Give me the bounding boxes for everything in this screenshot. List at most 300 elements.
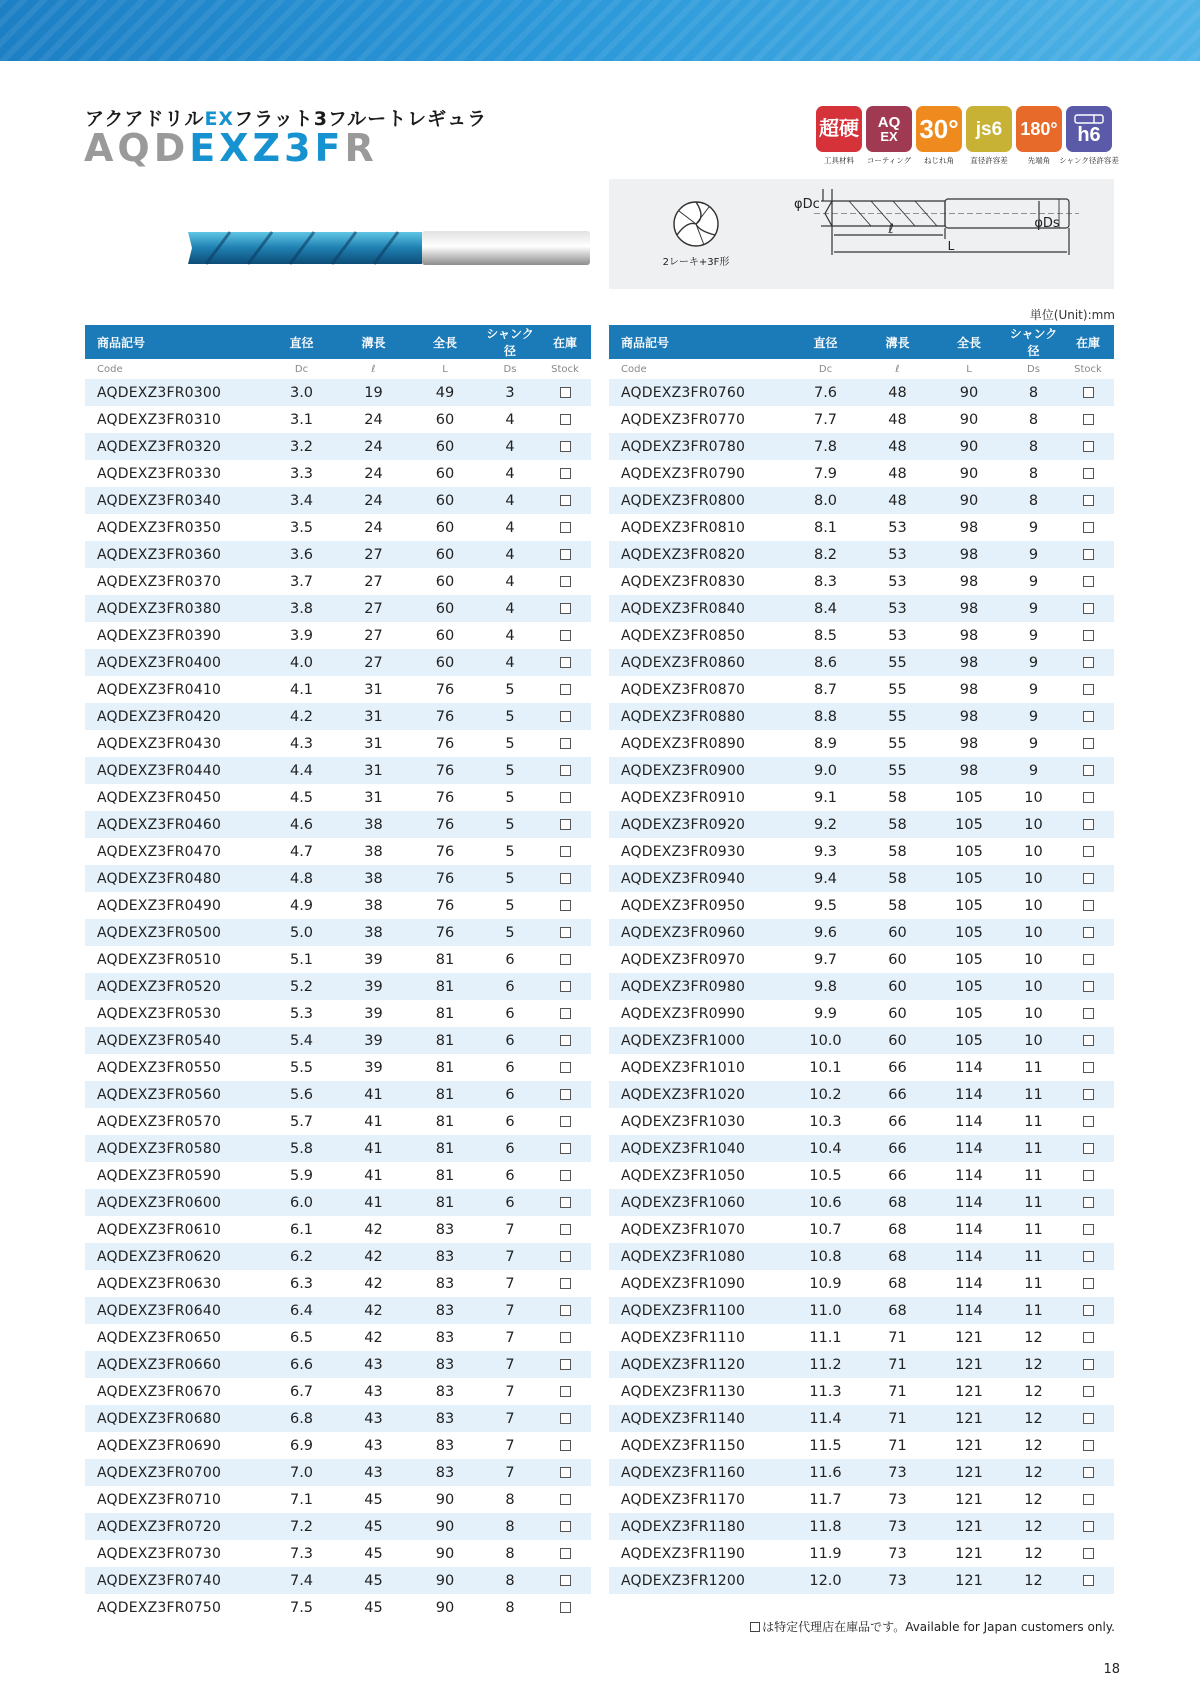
cell-stock: [539, 1324, 591, 1351]
cell-shank-dia: 4: [481, 595, 539, 622]
cell-stock: [539, 1243, 591, 1270]
table-row: [609, 1432, 1114, 1459]
cell-overall-length: 83: [435, 1383, 455, 1400]
table-row: [85, 649, 591, 676]
cell-overall-length: 114: [933, 1243, 1005, 1270]
table-row: [85, 892, 591, 919]
cell-overall-length: 98: [959, 735, 979, 752]
stock-checkbox-icon: [1083, 684, 1094, 695]
cell-stock: [539, 1027, 591, 1054]
cell-shank-dia: 11: [1005, 1243, 1062, 1270]
cell-flute-length: 58: [888, 843, 907, 860]
cell-code: AQDEXZ3FR0800: [609, 487, 789, 514]
cell-shank-dia: 4: [505, 519, 515, 536]
cell-overall-length: 90: [435, 1491, 455, 1508]
cell-stock: [539, 1486, 591, 1513]
cell-code: AQDEXZ3FR0700: [85, 1459, 265, 1486]
cell-flute-length: 73: [888, 1545, 907, 1562]
stock-checkbox-icon: [1083, 1143, 1094, 1154]
table-row: [85, 1594, 591, 1621]
cell-stock: [1062, 784, 1114, 811]
cell-overall-length: 83: [409, 1405, 481, 1432]
stock-checkbox-icon: [560, 1359, 571, 1370]
cell-stock: [539, 1108, 591, 1135]
stock-checkbox-icon: [560, 1197, 571, 1208]
cell-dc: 6.4: [265, 1297, 338, 1324]
badge-caption: 工具材料: [824, 156, 854, 165]
cell-dc: 8.6: [789, 649, 862, 676]
cell-flute-length: 24: [338, 487, 409, 514]
cell-code: AQDEXZ3FR1160: [609, 1459, 789, 1486]
badge-coating: [866, 106, 912, 166]
cell-dc: 11.7: [809, 1491, 842, 1508]
cell-dc: 3.9: [289, 627, 314, 644]
cell-flute-length: 27: [338, 649, 409, 676]
cell-overall-length: 121: [955, 1383, 983, 1400]
table-row: [609, 1567, 1114, 1594]
col-header-code: 商品記号: [609, 325, 789, 359]
sub-header-shank: Ds: [1005, 359, 1062, 379]
cell-shank-dia: 6: [481, 1189, 539, 1216]
cell-shank-dia: 5: [481, 703, 539, 730]
cell-shank-dia: 9: [1028, 627, 1039, 644]
cell-overall-length: 76: [409, 757, 481, 784]
cell-stock: [1062, 1351, 1114, 1378]
stock-checkbox-icon: [1083, 468, 1094, 479]
stock-checkbox-icon: [560, 684, 571, 695]
table-row: [85, 1405, 591, 1432]
cell-code: AQDEXZ3FR0710: [97, 1491, 222, 1508]
table-row: [85, 1486, 591, 1513]
table-row: [609, 1216, 1114, 1243]
cell-dc: 5.7: [289, 1113, 314, 1130]
table-row: [85, 1135, 591, 1162]
cell-flute-length: 71: [888, 1383, 907, 1400]
cell-flute-length: 73: [862, 1459, 933, 1486]
cell-dc: 9.0: [789, 757, 862, 784]
cell-code: AQDEXZ3FR0490: [97, 897, 222, 914]
cell-overall-length: 60: [409, 541, 481, 568]
cell-shank-dia: 4: [505, 411, 515, 428]
cell-dc: 6.1: [289, 1221, 314, 1238]
cell-dc: 10.6: [789, 1189, 862, 1216]
cell-overall-length: 121: [955, 1491, 983, 1508]
stock-checkbox-icon: [1083, 1062, 1094, 1073]
cell-shank-dia: 9: [1005, 595, 1062, 622]
cell-code: AQDEXZ3FR0610: [97, 1221, 222, 1238]
stock-checkbox-icon: [1083, 549, 1094, 560]
cell-code: AQDEXZ3FR0990: [621, 1005, 746, 1022]
cell-stock: [1062, 730, 1114, 757]
cell-shank-dia: 5: [481, 811, 539, 838]
cell-flute-length: 31: [364, 789, 383, 806]
cell-flute-length: 42: [364, 1329, 383, 1346]
cell-code: AQDEXZ3FR0900: [609, 757, 789, 784]
cell-stock: [1062, 1297, 1114, 1324]
table-row: [85, 811, 591, 838]
cell-flute-length: 43: [338, 1351, 409, 1378]
cell-overall-length: 90: [435, 1599, 455, 1616]
cell-overall-length: 98: [959, 519, 979, 536]
cell-code: AQDEXZ3FR0590: [97, 1167, 222, 1184]
spec-table-left: [85, 325, 591, 1621]
cell-shank-dia: 7: [505, 1383, 515, 1400]
sub-header-dc: Dc: [789, 359, 862, 379]
cell-shank-dia: 9: [1005, 649, 1062, 676]
flute-cross-section-icon: [674, 202, 718, 246]
sub-header-total: L: [933, 359, 1005, 379]
cell-stock: [539, 1270, 591, 1297]
table-row: [85, 568, 591, 595]
cell-shank-dia: 6: [505, 1113, 515, 1130]
cell-stock: [1062, 1108, 1114, 1135]
cell-shank-dia: 5: [481, 919, 539, 946]
table-row: [85, 1216, 591, 1243]
cell-shank-dia: 12: [1005, 1513, 1062, 1540]
table-row: [85, 973, 591, 1000]
cell-shank-dia: 4: [481, 487, 539, 514]
table-row: [609, 1189, 1114, 1216]
col-header-stock: 在庫: [539, 325, 591, 359]
cell-code: AQDEXZ3FR0370: [97, 573, 222, 590]
cell-flute-length: 60: [862, 1027, 933, 1054]
sub-header-code: Code: [85, 359, 265, 379]
col-header-shank: シャンク径: [1005, 325, 1062, 359]
footnote-text: は特定代理店在庫品です。Available for Japan customers only.: [762, 1620, 1115, 1634]
stock-checkbox-icon: [560, 1386, 571, 1397]
cell-shank-dia: 9: [1005, 703, 1062, 730]
cell-code: AQDEXZ3FR0320: [85, 433, 265, 460]
cell-code: AQDEXZ3FR0440: [85, 757, 265, 784]
cell-shank-dia: 12: [1024, 1491, 1043, 1508]
cell-overall-length: 121: [933, 1513, 1005, 1540]
cell-dc: 4.6: [265, 811, 338, 838]
table-row: [609, 1351, 1114, 1378]
stock-checkbox-icon: [560, 576, 571, 587]
cell-overall-length: 49: [409, 379, 481, 406]
cell-stock: [539, 946, 591, 973]
cell-dc: 9.4: [789, 865, 862, 892]
cell-flute-length: 24: [364, 519, 383, 536]
cell-stock: [539, 1054, 591, 1081]
col-header-flute: 溝長: [338, 325, 409, 359]
cell-stock: [539, 1162, 591, 1189]
cell-shank-dia: 9: [1028, 681, 1039, 698]
table-row: [609, 1378, 1114, 1405]
cell-flute-length: 41: [364, 1113, 383, 1130]
cell-dc: 4.2: [265, 703, 338, 730]
stock-checkbox-icon: [560, 657, 571, 668]
cell-overall-length: 76: [409, 865, 481, 892]
cell-code: AQDEXZ3FR1000: [609, 1027, 789, 1054]
cell-shank-dia: 7: [481, 1459, 539, 1486]
cell-flute-length: 60: [888, 1005, 907, 1022]
cell-overall-length: 105: [955, 1005, 983, 1022]
cell-code: AQDEXZ3FR0340: [85, 487, 265, 514]
cell-flute-length: 27: [338, 595, 409, 622]
cell-shank-dia: 5: [505, 681, 515, 698]
cell-shank-dia: 4: [505, 573, 515, 590]
stock-checkbox-icon: [1083, 927, 1094, 938]
table-row: [85, 1378, 591, 1405]
cell-flute-length: 53: [888, 627, 907, 644]
cell-shank-dia: 6: [481, 1027, 539, 1054]
table-row: [609, 892, 1114, 919]
stock-checkbox-icon: [560, 441, 571, 452]
cell-shank-dia: 7: [481, 1405, 539, 1432]
cell-overall-length: 81: [409, 973, 481, 1000]
cell-overall-length: 90: [409, 1567, 481, 1594]
table-row: [609, 865, 1114, 892]
cell-code: AQDEXZ3FR0390: [97, 627, 222, 644]
table-header-row: [85, 325, 591, 359]
cell-dc: 3.1: [289, 411, 314, 428]
cell-stock: [539, 703, 591, 730]
cell-stock: [539, 568, 591, 595]
table-row: [609, 946, 1114, 973]
cell-code: AQDEXZ3FR0760: [609, 379, 789, 406]
cell-overall-length: 105: [955, 789, 983, 806]
col-header-total: 全長: [933, 325, 1005, 359]
cell-code: AQDEXZ3FR0310: [97, 411, 222, 428]
table-row: [609, 919, 1114, 946]
cell-stock: [1062, 1405, 1114, 1432]
cell-overall-length: 83: [435, 1275, 455, 1292]
cell-shank-dia: 9: [1028, 735, 1039, 752]
badge-carbide: [816, 106, 862, 166]
table-row: [609, 973, 1114, 1000]
cell-flute-length: 43: [364, 1383, 383, 1400]
ds-dim-label: φDs: [1034, 216, 1060, 231]
cell-shank-dia: 9: [1028, 573, 1039, 590]
stock-checkbox-icon: [560, 846, 571, 857]
table-row: [85, 730, 591, 757]
cell-stock: [539, 1378, 591, 1405]
cell-dc: 3.2: [265, 433, 338, 460]
table-row: [609, 1297, 1114, 1324]
cell-shank-dia: 10: [1024, 897, 1043, 914]
cell-flute-length: 60: [862, 919, 933, 946]
col-header-stock: 在庫: [1062, 325, 1114, 359]
cell-stock: [1062, 703, 1114, 730]
cell-shank-dia: 6: [505, 951, 515, 968]
cell-overall-length: 121: [955, 1437, 983, 1454]
cell-dc: 5.8: [265, 1135, 338, 1162]
table-row: [85, 1540, 591, 1567]
stock-checkbox-icon: [1083, 765, 1094, 776]
cell-overall-length: 60: [435, 465, 455, 482]
cell-code: AQDEXZ3FR0820: [609, 541, 789, 568]
cell-overall-length: 114: [955, 1275, 983, 1292]
cell-overall-length: 98: [959, 627, 979, 644]
cell-dc: 12.0: [789, 1567, 862, 1594]
stock-checkbox-icon: [1083, 657, 1094, 668]
cell-dc: 9.1: [813, 789, 838, 806]
stock-checkbox-icon: [560, 1062, 571, 1073]
dc-dim-label: φDc: [794, 197, 820, 212]
cell-stock: [1062, 919, 1114, 946]
cell-stock: [1062, 514, 1114, 541]
cell-flute-length: 53: [862, 541, 933, 568]
cell-flute-length: 55: [888, 681, 907, 698]
cell-stock: [539, 919, 591, 946]
cell-flute-length: 48: [862, 379, 933, 406]
cell-shank-dia: 11: [1024, 1275, 1043, 1292]
cell-code: AQDEXZ3FR0950: [621, 897, 746, 914]
stock-checkbox-icon: [560, 1224, 571, 1235]
cell-shank-dia: 4: [481, 649, 539, 676]
cell-stock: [1062, 622, 1114, 649]
cell-code: AQDEXZ3FR0870: [621, 681, 746, 698]
cell-shank-dia: 10: [1024, 1005, 1043, 1022]
cell-stock: [539, 1594, 591, 1621]
table-row: [85, 1351, 591, 1378]
cell-shank-dia: 12: [1005, 1459, 1062, 1486]
cell-shank-dia: 10: [1024, 951, 1043, 968]
stock-checkbox-icon: [1083, 522, 1094, 533]
cell-flute-length: 45: [364, 1599, 383, 1616]
cell-overall-length: 98: [933, 649, 1005, 676]
table-row: [609, 811, 1114, 838]
cell-stock: [1062, 757, 1114, 784]
cell-shank-dia: 5: [481, 865, 539, 892]
stock-checkbox-icon: [1083, 1278, 1094, 1289]
cell-code: AQDEXZ3FR1070: [621, 1221, 746, 1238]
table-row: [85, 1000, 591, 1027]
cell-code: AQDEXZ3FR1090: [621, 1275, 746, 1292]
cell-stock: [539, 811, 591, 838]
stock-checkbox-icon: [560, 765, 571, 776]
cell-overall-length: 60: [435, 519, 455, 536]
cell-flute-length: 41: [338, 1135, 409, 1162]
cell-dc: 11.6: [789, 1459, 862, 1486]
cell-flute-length: 68: [888, 1221, 907, 1238]
cell-dc: 3.6: [265, 541, 338, 568]
badge-coating-icon: AQ EX: [866, 106, 912, 152]
cell-dc: 6.5: [289, 1329, 314, 1346]
sub-header-code: Code: [609, 359, 789, 379]
cell-stock: [1062, 811, 1114, 838]
stock-checkbox-icon: [1083, 1305, 1094, 1316]
cell-stock: [1062, 406, 1114, 433]
cell-overall-length: 76: [435, 843, 455, 860]
cell-dc: 8.9: [813, 735, 838, 752]
col-header-flute: 溝長: [862, 325, 933, 359]
stock-checkbox-icon: [1083, 387, 1094, 398]
table-row: [609, 1135, 1114, 1162]
footnote: [750, 1618, 1115, 1635]
cell-dc: 10.0: [789, 1027, 862, 1054]
cell-flute-length: 68: [862, 1297, 933, 1324]
cell-overall-length: 83: [409, 1297, 481, 1324]
table-row: [609, 460, 1114, 487]
stock-checkbox-icon: [1083, 981, 1094, 992]
cell-overall-length: 105: [933, 973, 1005, 1000]
cell-flute-length: 45: [338, 1567, 409, 1594]
cell-stock: [1062, 838, 1114, 865]
cell-shank-dia: 12: [1024, 1437, 1043, 1454]
cell-shank-dia: 12: [1005, 1405, 1062, 1432]
table-row: [85, 1162, 591, 1189]
col-header-dc: 直径: [265, 325, 338, 359]
cell-code: AQDEXZ3FR1190: [621, 1545, 746, 1562]
cell-overall-length: 60: [409, 595, 481, 622]
cell-overall-length: 60: [435, 573, 455, 590]
table-row: [609, 757, 1114, 784]
cell-overall-length: 90: [933, 379, 1005, 406]
table-row: [609, 622, 1114, 649]
cell-code: AQDEXZ3FR0670: [97, 1383, 222, 1400]
stock-checkbox-icon: [1083, 819, 1094, 830]
cell-overall-length: 83: [409, 1243, 481, 1270]
cell-stock: [539, 433, 591, 460]
stock-checkbox-icon: [1083, 1008, 1094, 1019]
col-header-code: 商品記号: [85, 325, 265, 359]
cell-dc: 6.8: [265, 1405, 338, 1432]
table-row: [85, 1297, 591, 1324]
cell-dc: 7.4: [265, 1567, 338, 1594]
cell-overall-length: 81: [435, 1005, 455, 1022]
cell-flute-length: 66: [888, 1113, 907, 1130]
cell-flute-length: 60: [862, 973, 933, 1000]
cell-dc: 9.7: [813, 951, 838, 968]
cell-overall-length: 90: [435, 1545, 455, 1562]
cell-stock: [1062, 1513, 1114, 1540]
cell-dc: 9.8: [789, 973, 862, 1000]
badge-caption: ねじれ角: [924, 156, 954, 165]
table-subheader-row: [85, 359, 591, 379]
cell-flute-length: 68: [862, 1243, 933, 1270]
cell-shank-dia: 6: [505, 1167, 515, 1184]
table-row: [85, 514, 591, 541]
cell-code: AQDEXZ3FR0750: [97, 1599, 222, 1616]
cell-overall-length: 83: [435, 1437, 455, 1454]
cell-code: AQDEXZ3FR0460: [85, 811, 265, 838]
cell-shank-dia: 5: [505, 843, 515, 860]
stock-checkbox-icon: [560, 1494, 571, 1505]
table-row: [609, 649, 1114, 676]
flute-type-label: 2レーキ+3F形: [662, 257, 730, 268]
cell-dc: 11.8: [789, 1513, 862, 1540]
cell-stock: [1062, 379, 1114, 406]
cell-code: AQDEXZ3FR0860: [609, 649, 789, 676]
stock-checkbox-icon: [1083, 1413, 1094, 1424]
cell-stock: [1062, 1324, 1114, 1351]
stock-checkbox-icon: [560, 468, 571, 479]
cell-flute-length: 31: [338, 703, 409, 730]
cell-code: AQDEXZ3FR1130: [621, 1383, 746, 1400]
flute-length-label: ℓ: [888, 222, 894, 237]
cell-dc: 9.6: [789, 919, 862, 946]
cell-stock: [1062, 946, 1114, 973]
cell-dc: 8.1: [813, 519, 838, 536]
stock-checkbox-icon: [1083, 1089, 1094, 1100]
cell-stock: [539, 1432, 591, 1459]
cell-overall-length: 121: [955, 1329, 983, 1346]
cell-dc: 9.5: [813, 897, 838, 914]
stock-checkbox-icon: [1083, 846, 1094, 857]
cell-shank-dia: 8: [1028, 411, 1039, 428]
cell-code: AQDEXZ3FR0510: [97, 951, 222, 968]
cell-shank-dia: 6: [505, 1005, 515, 1022]
table-row: [85, 1567, 591, 1594]
title-jp-pre: アクアドリル: [85, 108, 205, 130]
cell-flute-length: 45: [364, 1491, 383, 1508]
cell-stock: [539, 1351, 591, 1378]
cell-flute-length: 41: [338, 1189, 409, 1216]
cell-stock: [1062, 865, 1114, 892]
cell-code: AQDEXZ3FR0570: [97, 1113, 222, 1130]
